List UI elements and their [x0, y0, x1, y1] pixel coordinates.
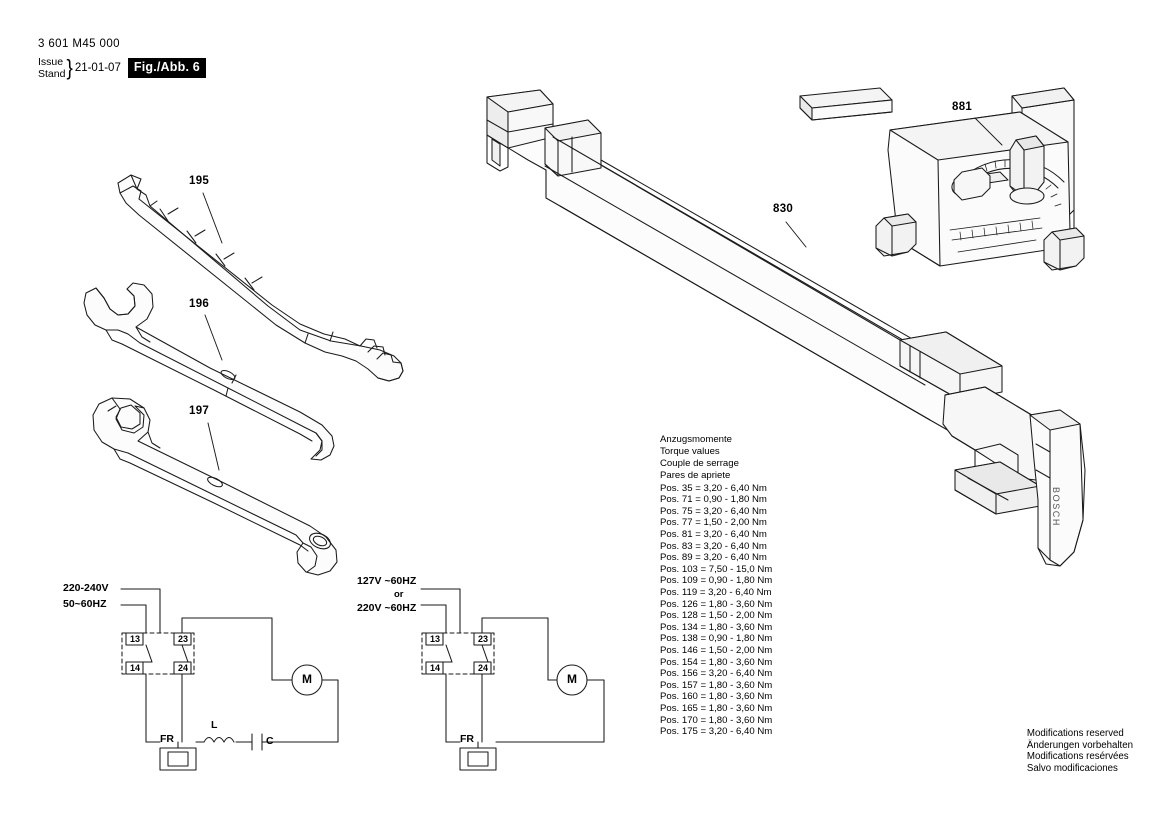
torque-row: Pos. 170 = 1,80 - 3,60 Nm: [660, 714, 773, 726]
brand-logo-text: BOSCH: [1051, 487, 1061, 528]
torque-row: Pos. 119 = 3,20 - 6,40 Nm: [660, 586, 772, 598]
left-switch-label: FR: [160, 733, 174, 745]
part-number: 3 601 M45 000: [38, 38, 120, 50]
torque-rows: [660, 483, 772, 738]
torque-row: Pos. 154 = 1,80 - 3,60 Nm: [660, 656, 773, 668]
torque-row: Pos. 156 = 3,20 - 6,40 Nm: [660, 668, 773, 680]
notice-de: Änderungen vorbehalten: [1026, 739, 1133, 751]
part-881-artwork: [800, 88, 1084, 270]
right-terminal-24: 24: [478, 663, 489, 673]
notice-en: Modifications reserved: [1026, 728, 1124, 739]
torque-row: Pos. 146 = 1,50 - 2,00 Nm: [660, 644, 773, 656]
left-terminal-14: 14: [130, 663, 141, 673]
torque-row: Pos. 77 = 1,50 - 2,00 Nm: [660, 517, 767, 529]
callout-label-197: 197: [189, 405, 210, 417]
torque-row: Pos. 160 = 1,80 - 3,60 Nm: [660, 691, 773, 703]
torque-row: Pos. 75 = 3,20 - 6,40 Nm: [660, 505, 767, 517]
torque-row: Pos. 35 = 3,20 - 6,40 Nm: [660, 482, 767, 494]
callout-label-196: 196: [189, 298, 210, 310]
issue-label: Issue: [38, 56, 64, 68]
right-voltage-or: or: [394, 589, 404, 600]
torque-row: Pos. 157 = 1,80 - 3,60 Nm: [660, 679, 773, 691]
torque-heading-fr: Couple de serrage: [660, 457, 739, 469]
torque-heading-en: Torque values: [660, 445, 720, 457]
torque-row: Pos. 128 = 1,50 - 2,00 Nm: [660, 610, 773, 622]
left-inductor-label: L: [211, 719, 218, 731]
torque-row: Pos. 126 = 1,80 - 3,60 Nm: [660, 598, 773, 610]
leader-196: [205, 315, 222, 360]
torque-row: Pos. 103 = 7,50 - 15,0 Nm: [660, 563, 773, 575]
right-switch-label: FR: [460, 733, 474, 745]
torque-row: Pos. 134 = 1,80 - 3,60 Nm: [660, 621, 773, 633]
torque-row: Pos. 175 = 3,20 - 6,40 Nm: [660, 726, 773, 738]
right-terminal-14: 14: [430, 663, 441, 673]
left-voltage-line-2: 50~60HZ: [63, 598, 107, 610]
left-terminal-24: 24: [178, 663, 189, 673]
right-voltage-line-2: 220V ~60HZ: [357, 602, 417, 614]
issue-date: 21-01-07: [74, 61, 121, 74]
right-motor-label: M: [567, 672, 577, 686]
torque-heading-es: Pares de apriete: [660, 469, 731, 481]
right-terminal-23: 23: [478, 634, 489, 644]
torque-row: Pos. 138 = 0,90 - 1,80 Nm: [660, 633, 773, 645]
notice-es: Salvo modificaciones: [1026, 762, 1118, 774]
right-voltage-line-1: 127V ~60HZ: [357, 575, 417, 587]
torque-row: Pos. 109 = 0,90 - 1,80 Nm: [660, 575, 773, 587]
torque-row: Pos. 89 = 3,20 - 6,40 Nm: [660, 552, 767, 564]
torque-row: Pos. 83 = 3,20 - 6,40 Nm: [660, 540, 767, 552]
stand-label: Stand: [38, 68, 66, 80]
torque-values-block: [660, 434, 772, 738]
leader-197: [208, 423, 219, 470]
torque-row: Pos. 71 = 0,90 - 1,80 Nm: [660, 494, 767, 506]
left-capacitor-label: C: [266, 735, 274, 747]
torque-row: Pos. 165 = 1,80 - 3,60 Nm: [660, 702, 773, 714]
leader-195: [203, 193, 222, 243]
torque-heading-de: Anzugsmomente: [660, 434, 732, 445]
torque-row: Pos. 81 = 3,20 - 6,40 Nm: [660, 529, 767, 540]
callout-label-881: 881: [952, 101, 973, 113]
left-terminal-23: 23: [178, 634, 189, 644]
right-terminal-13: 13: [430, 634, 441, 644]
left-terminal-13: 13: [130, 634, 141, 644]
notice-fr: Modifications resérvées: [1026, 751, 1129, 763]
left-motor-label: M: [302, 672, 312, 686]
brace-glyph: }: [66, 55, 73, 81]
callout-label-830: 830: [773, 203, 794, 215]
left-voltage-line-1: 220-240V: [63, 582, 109, 594]
leader-830: [786, 222, 806, 247]
callout-label-195: 195: [189, 175, 210, 187]
modifications-notice: [1027, 728, 1133, 774]
figure-badge: Fig./Abb. 6: [128, 58, 206, 78]
